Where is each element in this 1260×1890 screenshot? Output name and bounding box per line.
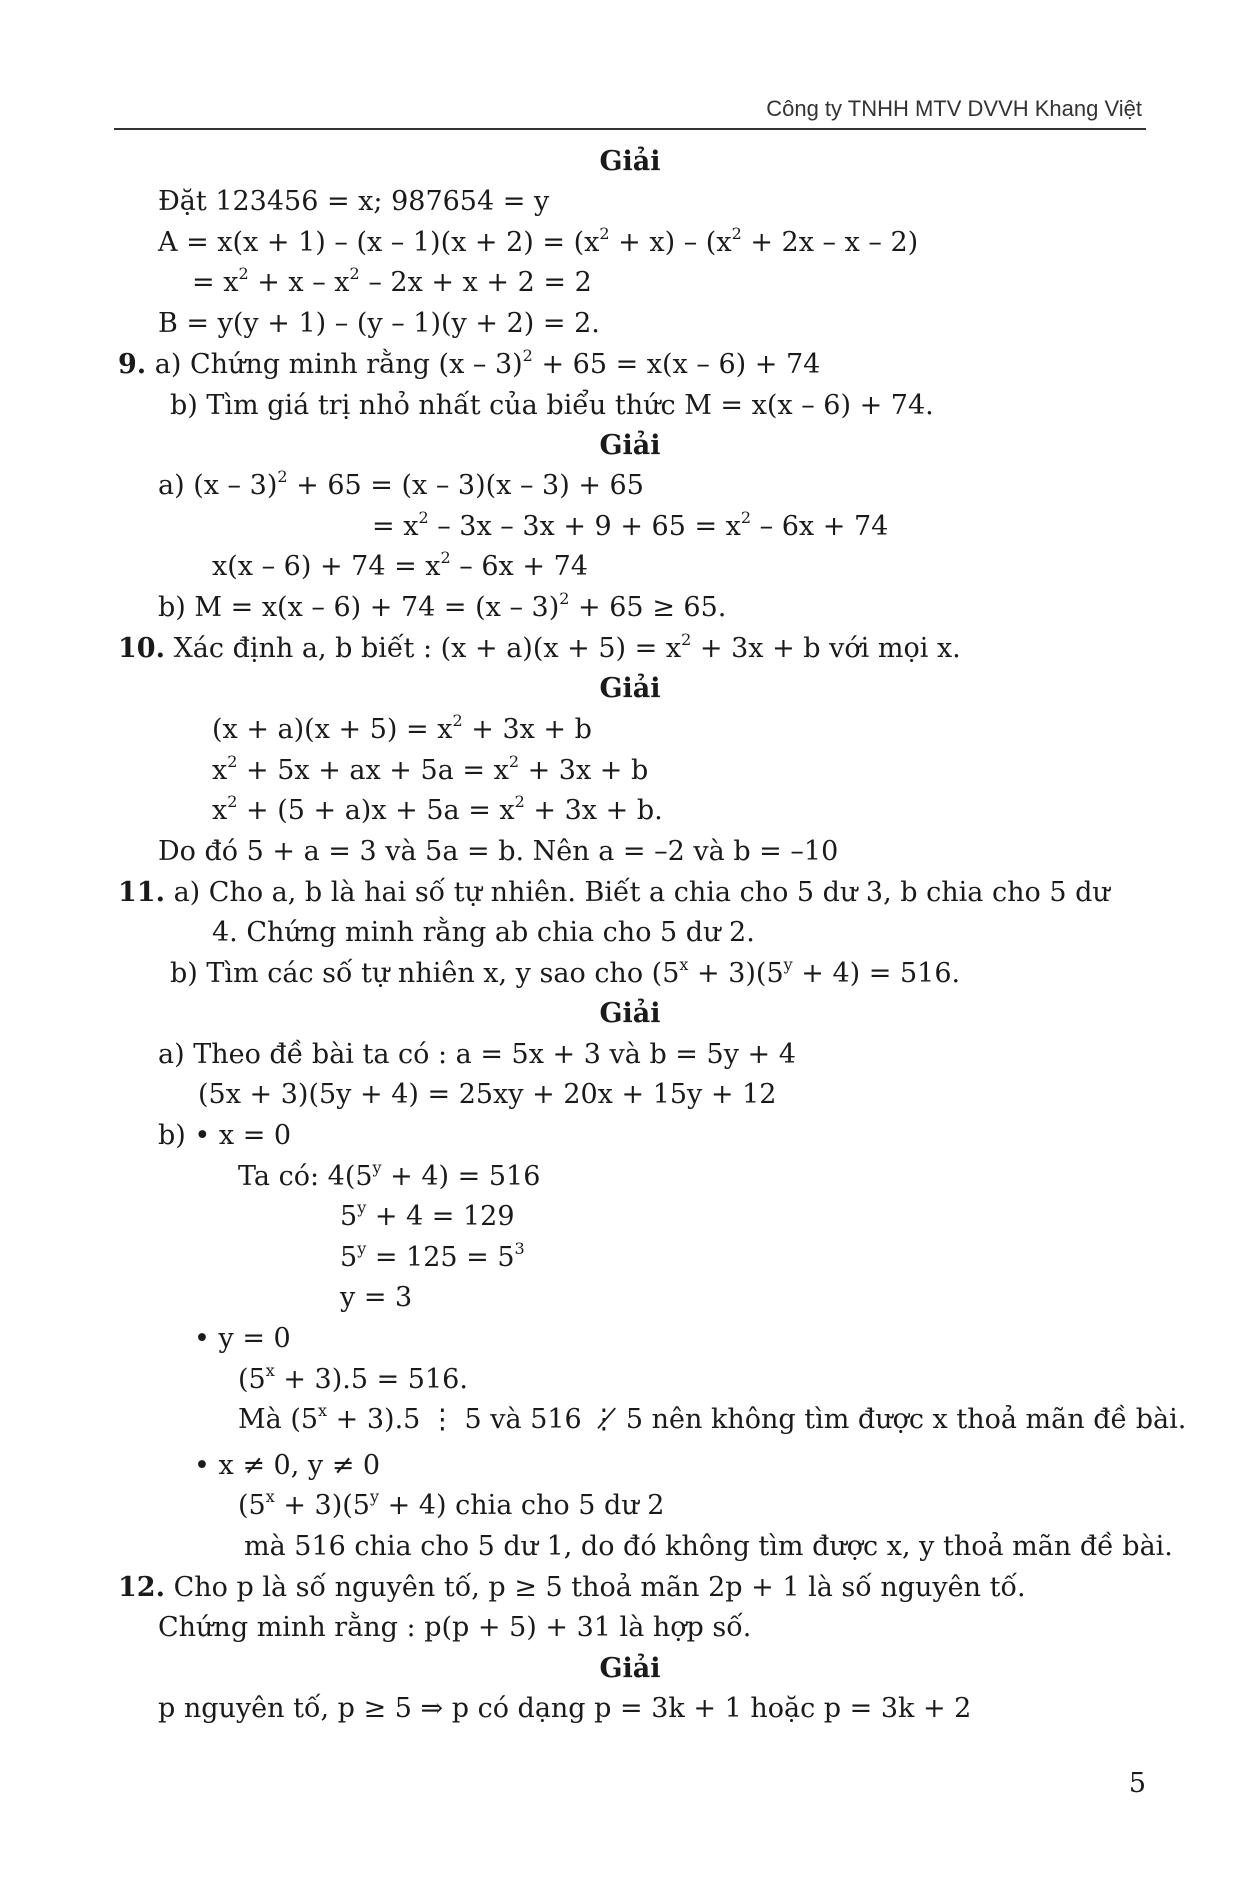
text-line xyxy=(158,226,918,260)
text-run: a) Chứng minh rằng (x – 3) xyxy=(146,349,523,380)
text-run: y = 3 xyxy=(340,1282,413,1313)
text-run: – 6x + 74 xyxy=(450,551,588,582)
superscript: x xyxy=(318,1401,328,1420)
text-line xyxy=(158,1119,291,1153)
text-run: b) Tìm giá trị nhỏ nhất của biểu thức M = x(x – 6) + 74. xyxy=(170,390,934,421)
text-line xyxy=(192,266,592,300)
superscript: 2 xyxy=(452,711,463,730)
text-line xyxy=(340,1241,525,1275)
superscript: 3 xyxy=(514,1239,525,1258)
text-run: x xyxy=(212,795,228,826)
text-run: + 65 = (x – 3)(x – 3) + 65 xyxy=(287,470,644,501)
superscript: x xyxy=(265,1361,275,1380)
text-line xyxy=(170,957,960,991)
text-run: (5 xyxy=(238,1490,266,1521)
bold-text: Giải xyxy=(599,146,661,177)
text-run: + 3)(5 xyxy=(274,1490,370,1521)
text-line xyxy=(158,591,726,625)
text-line xyxy=(340,1200,515,1234)
bold-text: 11. xyxy=(118,877,165,908)
text-run: (5 xyxy=(238,1364,266,1395)
superscript: 2 xyxy=(277,467,288,486)
text-run: (x + a)(x + 5) = x xyxy=(212,714,453,745)
text-line xyxy=(212,550,588,584)
text-line xyxy=(194,1449,380,1483)
superscript: 2 xyxy=(681,630,692,649)
text-run: + x – x xyxy=(248,267,350,298)
text-line xyxy=(158,307,600,341)
text-line xyxy=(170,389,934,423)
superscript: 2 xyxy=(238,264,249,283)
text-run: Đặt 123456 = x; 987654 = y xyxy=(158,186,550,217)
bold-text: Giải xyxy=(599,430,661,461)
superscript: y xyxy=(357,1198,367,1217)
text-run: + 4) chia cho 5 dư 2 xyxy=(379,1490,665,1521)
superscript: 2 xyxy=(599,224,610,243)
superscript: x xyxy=(265,1487,275,1506)
text-run: • y = 0 xyxy=(194,1323,291,1354)
text-run: b) • x = 0 xyxy=(158,1120,292,1151)
text-run: a) (x – 3) xyxy=(158,470,278,501)
superscript: y xyxy=(369,1487,380,1506)
superscript: x xyxy=(679,955,689,974)
superscript: y xyxy=(357,1239,367,1258)
text-run: – 3x – 3x + 9 + 65 = x xyxy=(428,511,741,542)
text-run: + 5x + ax + 5a = x xyxy=(237,755,509,786)
text-line xyxy=(194,1322,291,1356)
text-run: + 3x + b với mọi x. xyxy=(691,633,961,664)
text-run: Xác định a, b biết : (x + a)(x + 5) = x xyxy=(164,633,682,664)
text-line xyxy=(212,754,648,788)
text-run: x(x – 6) + 74 = x xyxy=(212,551,441,582)
superscript: 2 xyxy=(227,792,238,811)
text-run: mà 516 chia cho 5 dư 1, do đó không tìm được x, y thoả mãn đề bài. xyxy=(244,1531,1173,1562)
superscript: y xyxy=(372,1158,382,1177)
text-line xyxy=(118,876,1110,910)
text-run: + 4) = 516. xyxy=(792,958,961,989)
text-run: + 4) = 516 xyxy=(381,1161,541,1192)
text-line xyxy=(158,1692,971,1726)
superscript: 2 xyxy=(440,548,451,567)
text-run: = 125 = 5 xyxy=(366,1242,515,1273)
section-heading xyxy=(0,1652,1260,1686)
superscript: 2 xyxy=(514,792,525,811)
text-run: Chứng minh rằng : p(p + 5) + 31 là hợp số. xyxy=(158,1612,752,1643)
section-heading xyxy=(0,145,1260,179)
text-run: (5x + 3)(5y + 4) = 25xy + 20x + 15y + 12 xyxy=(198,1079,777,1110)
text-line xyxy=(238,1403,1186,1437)
text-run: x xyxy=(212,755,228,786)
text-line xyxy=(158,1611,751,1645)
text-run: 4. Chứng minh rằng ab chia cho 5 dư 2. xyxy=(212,917,755,948)
text-line xyxy=(372,510,888,544)
text-run: + 3)(5 xyxy=(688,958,784,989)
text-run: 5 xyxy=(340,1201,358,1232)
text-run: B = y(y + 1) – (y – 1)(y + 2) = 2. xyxy=(158,308,600,339)
text-line xyxy=(158,469,644,503)
text-run: + 65 = x(x – 6) + 74 xyxy=(532,349,821,380)
text-run: b) M = x(x – 6) + 74 = (x – 3) xyxy=(158,592,560,623)
superscript: 2 xyxy=(508,752,519,771)
text-line xyxy=(212,916,755,950)
superscript: y xyxy=(783,955,793,974)
text-run: 5 xyxy=(340,1242,358,1273)
text-run: a) Theo đề bài ta có : a = 5x + 3 và b = 5y + 4 xyxy=(158,1039,796,1070)
section-heading xyxy=(0,672,1260,706)
text-line xyxy=(212,713,592,747)
text-line xyxy=(212,794,663,828)
bold-text: Giải xyxy=(599,998,661,1029)
superscript: 2 xyxy=(731,224,742,243)
text-line xyxy=(158,1038,796,1072)
text-run: + 3).5 ⋮ 5 và 516 ⋮̸ 5 nên không tìm được x thoả mãn đề bài. xyxy=(327,1404,1187,1435)
text-run: Mà (5 xyxy=(238,1404,319,1435)
text-line xyxy=(158,185,549,219)
text-run: • x ≠ 0, y ≠ 0 xyxy=(194,1450,381,1481)
bold-text: Giải xyxy=(599,673,661,704)
text-run: + 2x – x – 2) xyxy=(741,227,919,258)
text-run: A = x(x + 1) – (x – 1)(x + 2) = (x xyxy=(158,227,600,258)
superscript: 2 xyxy=(522,346,533,365)
text-line xyxy=(238,1489,664,1523)
page-number: 5 xyxy=(1128,1768,1146,1799)
superscript: 2 xyxy=(559,589,570,608)
text-run: + x) – (x xyxy=(609,227,732,258)
text-run: Cho p là số nguyên tố, p ≥ 5 thoả mãn 2p + 1 là số nguyên tố. xyxy=(164,1572,1026,1603)
text-run: p nguyên tố, p ≥ 5 ⇒ p có dạng p = 3k + 1 hoặc p = 3k + 2 xyxy=(158,1693,972,1724)
text-run: + 3x + b. xyxy=(524,795,663,826)
bold-text: 9. xyxy=(118,349,147,380)
superscript: 2 xyxy=(740,508,752,527)
bold-text: Giải xyxy=(599,1653,661,1684)
text-run: – 2x + x + 2 = 2 xyxy=(359,267,592,298)
text-run: – 6x + 74 xyxy=(751,511,889,542)
text-run: + (5 + a)x + 5a = x xyxy=(237,795,515,826)
text-run: + 3x + b xyxy=(462,714,592,745)
section-heading xyxy=(0,997,1260,1031)
text-line xyxy=(118,1571,1026,1605)
text-run: = x xyxy=(192,267,239,298)
text-line xyxy=(340,1281,412,1315)
text-line xyxy=(118,348,820,382)
text-run: + 3).5 = 516. xyxy=(274,1364,468,1395)
text-run: + 65 ≥ 65. xyxy=(569,592,727,623)
text-run: = x xyxy=(372,511,419,542)
text-line xyxy=(238,1160,540,1194)
bold-text: 10. xyxy=(118,633,165,664)
superscript: 2 xyxy=(418,508,429,527)
text-run: + 4 = 129 xyxy=(366,1201,515,1232)
text-run: Ta có: 4(5 xyxy=(238,1161,373,1192)
superscript: 2 xyxy=(349,264,360,283)
text-line xyxy=(244,1530,1173,1564)
text-run: a) Cho a, b là hai số tự nhiên. Biết a chia cho 5 dư 3, b chia cho 5 dư xyxy=(164,877,1110,908)
text-line xyxy=(118,632,961,666)
text-line xyxy=(198,1078,776,1112)
superscript: 2 xyxy=(227,752,238,771)
text-line xyxy=(158,835,838,869)
page-header xyxy=(114,92,1146,130)
text-run: b) Tìm các số tự nhiên x, y sao cho (5 xyxy=(170,958,680,989)
text-line xyxy=(238,1363,468,1397)
section-heading xyxy=(0,429,1260,463)
bold-text: 12. xyxy=(118,1572,165,1603)
text-run: Do đó 5 + a = 3 và 5a = b. Nên a = –2 và b = –10 xyxy=(158,836,839,867)
publisher-name: Công ty TNHH MTV DVVH Khang Việt xyxy=(766,96,1142,121)
text-run: + 3x + b xyxy=(519,755,649,786)
